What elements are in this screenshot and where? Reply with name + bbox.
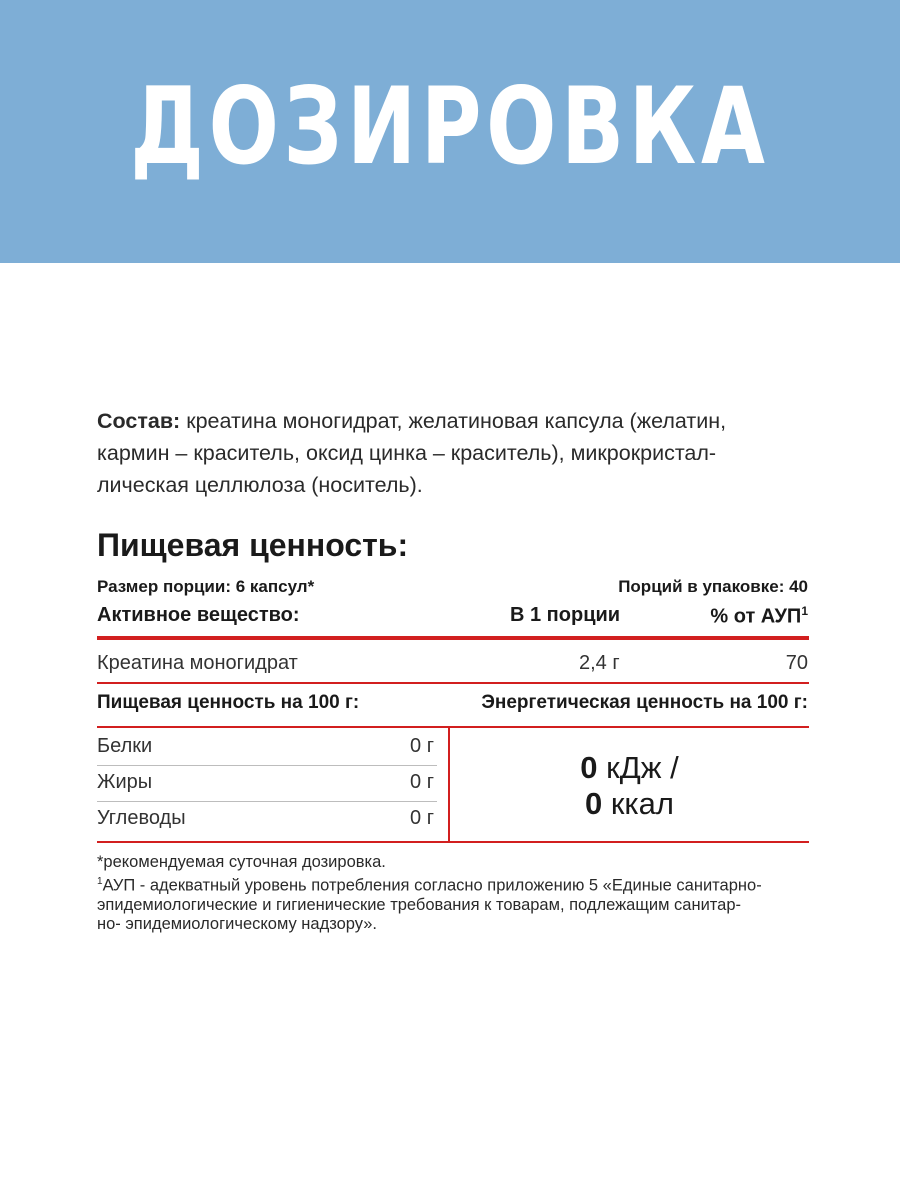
- footnote-2-line-3: но- эпидемиологическому надзору».: [97, 914, 377, 933]
- serving-info-row: [97, 577, 808, 599]
- list-item: [97, 771, 434, 797]
- footnote-2-line-1: АУП - адекватный уровень потребления согласно приложению 5 «Единые санитарно-: [102, 876, 762, 895]
- active-name: Креатина моногидрат: [97, 652, 298, 674]
- col-daily-text: % от АУП: [710, 605, 802, 628]
- table-row: [97, 652, 808, 678]
- row-divider: [97, 765, 437, 766]
- list-item: [97, 735, 434, 761]
- col-per-serving-header: В 1 порции: [510, 604, 621, 626]
- page-title: ДОЗИРОВКА: [130, 65, 770, 188]
- energy-kcal: [450, 786, 809, 822]
- col-daily-header: [710, 604, 808, 629]
- nutrient-name: Жиры: [97, 771, 153, 793]
- nutrition-title: Пищевая ценность:: [97, 527, 409, 563]
- energy-value: [450, 750, 809, 822]
- table-divider-thick: [97, 636, 809, 640]
- composition-label: Состав:: [97, 409, 181, 433]
- footnote-1: *рекомендуемая суточная дозировка.: [97, 853, 386, 871]
- footnotes: [97, 853, 817, 934]
- energy-kj: [450, 750, 809, 786]
- energy-kcal-unit: ккал: [610, 786, 674, 821]
- composition-line-3: лическая целлюлоза (носитель).: [97, 473, 423, 497]
- energy-kj-unit: кДж /: [606, 750, 679, 785]
- nutrient-name: Углеводы: [97, 807, 186, 829]
- active-percent: 70: [785, 652, 808, 674]
- nutrient-name: Белки: [97, 735, 153, 757]
- table-divider: [97, 682, 809, 684]
- col-active-header: Активное вещество:: [97, 604, 300, 626]
- table-bottom-divider: [97, 841, 809, 843]
- footnote-2: [97, 872, 817, 896]
- energy-kj-value: 0: [580, 750, 598, 785]
- composition-line-2: кармин – краситель, оксид цинка – краситель), микрокристал-: [97, 441, 717, 465]
- serving-size: Размер порции: 6 капсул*: [97, 577, 315, 596]
- table-divider: [97, 726, 809, 728]
- footnote-2-line-2: эпидемиологические и гигиенические требования к товарам, подлежащим санитар-: [97, 895, 742, 914]
- active-amount: 2,4 г: [579, 652, 620, 674]
- energy-title: Энергетическая ценность на 100 г:: [481, 692, 808, 713]
- table-header-row: [97, 604, 808, 630]
- energy-kcal-value: 0: [584, 786, 603, 821]
- row-divider: [97, 801, 437, 802]
- nutrient-value: 0 г: [410, 771, 434, 793]
- footnote-2-sup: 1: [97, 876, 103, 887]
- list-item: [97, 807, 434, 833]
- nutrient-value: 0 г: [410, 735, 434, 757]
- header-banner: [0, 0, 900, 263]
- per100-title: Пищевая ценность на 100 г:: [97, 692, 360, 713]
- composition-text: [97, 405, 817, 501]
- composition-line-1-text: креатина моногидрат, желатиновая капсула (желатин,: [186, 409, 727, 433]
- nutrient-value: 0 г: [410, 807, 434, 829]
- per100-header-row: [97, 692, 808, 718]
- servings-per-pack: Порций в упаковке: 40: [618, 577, 808, 596]
- composition-line-1: [97, 405, 817, 437]
- col-daily-sup: 1: [801, 604, 808, 618]
